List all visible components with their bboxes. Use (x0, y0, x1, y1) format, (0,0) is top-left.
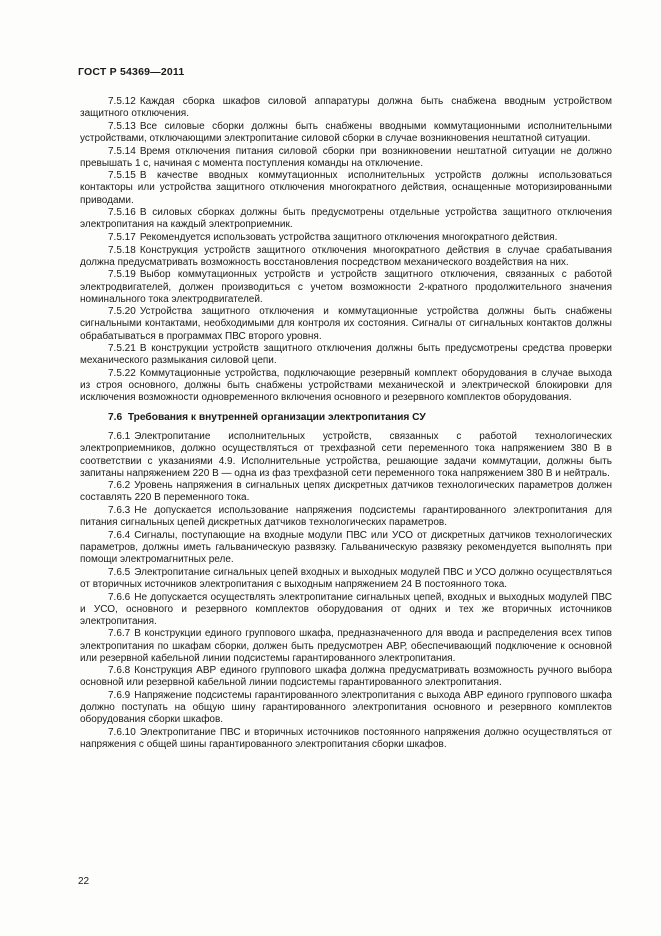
clause-number: 7.5.14 (108, 145, 136, 157)
clause-text: Не допускается осуществлять электропитание сигнальных цепей, входных и выходных модулей ПВС и УСО, основного и резервного комплектов оборудования от одних и тех же вторичных источников электропитания. (80, 591, 612, 627)
clause-text: Время отключения питания силовой сборки при возникновении нештатной ситуации не должно превышать 1 с, начиная с момента поступления команды на отключение. (80, 145, 612, 169)
section-7-6-clauses (80, 431, 612, 751)
clause-number: 7.6.2 (108, 480, 131, 492)
clause-paragraph (80, 505, 612, 529)
clause-paragraph (80, 368, 612, 404)
clause-text: В силовых сборках должны быть предусмотрены отдельные устройства защитного отключения электропитания на каждый электроприемник. (80, 207, 612, 231)
clause-number: 7.6.9 (108, 690, 131, 702)
clause-text: Все силовые сборки должны быть снабжены вводными коммутационными исполнительными устройствами, отключающими электропитание силовой сборки в случае возникновения нештатной ситуации. (80, 120, 612, 144)
clause-number: 7.5.22 (108, 368, 136, 379)
section-title-text: Требования к внутренней организации электропитания СУ (127, 412, 426, 424)
clause-text: Коммутационные устройства, подключающие резервный комплект оборудования в случае выхода из строя основного, должны быть снабжены устройствами механической и электрической блокировки для исключения возможности одновременного включения основного и резервного комплектов оборудования. (80, 368, 612, 404)
section-number: 7.6 (108, 412, 123, 424)
clause-text: Электропитание ПВС и вторичных источников постоянного напряжения должно осуществляться от напряжения с общей шины гарантированного электропитания сборки шкафов. (80, 726, 612, 751)
clause-paragraph (80, 170, 612, 206)
clause-paragraph (80, 690, 612, 726)
clause-paragraph (80, 121, 612, 145)
page-number: 22 (78, 876, 90, 887)
clause-text: В конструкции единого группового шкафа, предназначенного для ввода и распределения всех типов электропитания по шкафам сборки, должен быть предусмотрен АВР, обеспечивающий подключение к основной или резервной кабельной линии подсистемы гарантированного электропитания. (80, 628, 612, 664)
clause-text: В качестве вводных коммутационных исполнительных устройств должны использоваться контакторы или устройства защитного отключения многократного действия, оснащенные моторизированными приводами. (80, 170, 612, 206)
section-7-5-clauses (80, 96, 612, 404)
clause-paragraph (80, 727, 612, 751)
clause-text: Напряжение подсистемы гарантированного электропитания с выхода АВР единого группового шкафа должно поступать на общую шину гарантированного электропитания основного и резервного комплектов оборудования сборки шкафов. (80, 690, 612, 726)
clause-number: 7.5.16 (108, 207, 136, 219)
clause-text: Уровень напряжения в сигнальных цепях дискретных датчиков технологических параметров должен составлять 220 В переменного тока. (80, 480, 612, 504)
clause-number: 7.6.6 (108, 591, 131, 603)
clause-number: 7.6.4 (108, 529, 131, 541)
section-heading (80, 412, 612, 424)
clause-number: 7.6.7 (108, 628, 131, 640)
clause-paragraph (80, 592, 612, 628)
clause-text: Устройства защитного отключения и коммутационные устройства должны быть снабжены сигнальными контактами, необходимыми для контроля их состояния. Сигналы от сигнальных контактов должны обрабатываться в программах ПВС второго уровня. (80, 306, 612, 342)
clause-paragraph (80, 480, 612, 504)
page-header-standard-id: ГОСТ Р 54369—2011 (78, 66, 185, 78)
clause-number: 7.5.12 (108, 96, 136, 107)
clause-paragraph (80, 306, 612, 342)
clause-paragraph (80, 96, 612, 120)
clause-text: Электропитание исполнительных устройств, связанных с работой технологических электроприемников, должно осуществляться от трехфазной сети переменного тока напряжением 380 В в соответствии с указаниями 4.9. Исполнительные устройства, решающие задачи коммутации, должны быть запитаны напряжением 220 В — одна из фаз трехфазной сети переменного тока напряжением 380 В и нейтраль. (80, 431, 612, 479)
clause-number: 7.5.21 (108, 343, 136, 355)
clause-text: Конструкция устройств защитного отключения многократного действия в случае срабатывания должна предусматривать возможность восстановления посредством механического воздействия на них. (80, 244, 612, 268)
clause-text: Выбор коммутационных устройств и устройств защитного отключения, связанных с работой электродвигателей, должен производиться с учетом возможности 2-кратного продолжительного значения номинального тока электродвигателей. (80, 269, 612, 305)
clause-number: 7.5.17 (108, 232, 136, 243)
clause-paragraph (80, 567, 612, 591)
clause-number: 7.5.18 (108, 244, 136, 256)
clause-number: 7.5.13 (108, 120, 136, 132)
clause-text: Не допускается использование напряжения подсистемы гарантированного электропитания для питания сигнальных цепей дискретных датчиков технологических параметров. (80, 505, 612, 529)
clause-number: 7.6.10 (108, 726, 136, 738)
clause-number: 7.6.8 (108, 665, 131, 677)
clause-number: 7.5.20 (108, 306, 136, 318)
clause-paragraph (80, 628, 612, 664)
clause-paragraph (80, 343, 612, 367)
clause-text: Сигналы, поступающие на входные модули ПВС или УСО от дискретных датчиков технологических параметров, должны иметь гальваническую развязку. Гальваническую развязку рекомендуется выполнять при помощи электромагнитных реле. (80, 529, 612, 566)
clause-paragraph (80, 665, 612, 689)
document-body (80, 96, 612, 752)
clause-paragraph (80, 269, 612, 305)
clause-number: 7.6.3 (108, 505, 131, 517)
clause-number: 7.6.5 (108, 566, 131, 578)
clause-number: 7.6.1 (108, 431, 131, 443)
clause-paragraph (80, 245, 612, 269)
clause-text: Рекомендуется использовать устройства защитного отключения многократного действия. (139, 232, 558, 243)
clause-number: 7.5.19 (108, 269, 136, 281)
clause-paragraph (80, 431, 612, 479)
clause-text: Каждая сборка шкафов силовой аппаратуры должна быть снабжена вводным устройством защитного отключения. (80, 96, 612, 120)
clause-paragraph (80, 232, 612, 244)
clause-paragraph (80, 207, 612, 231)
clause-paragraph (80, 146, 612, 170)
clause-number: 7.5.15 (108, 170, 136, 182)
clause-text: В конструкции устройств защитного отключения должны быть предусмотрены средства проверки механического размыкания силовой цепи. (80, 343, 612, 367)
clause-paragraph (80, 530, 612, 566)
clause-text: Электропитание сигнальных цепей входных и выходных модулей ПВС и УСО должно осуществляться от вторичных источников электропитания с выходным напряжением 24 В постоянного тока. (80, 566, 612, 590)
clause-text: Конструкция АВР единого группового шкафа должна предусматривать возможность ручного выбора основной или резервной кабельной линии подсистемы гарантированного электропитания. (80, 665, 612, 689)
